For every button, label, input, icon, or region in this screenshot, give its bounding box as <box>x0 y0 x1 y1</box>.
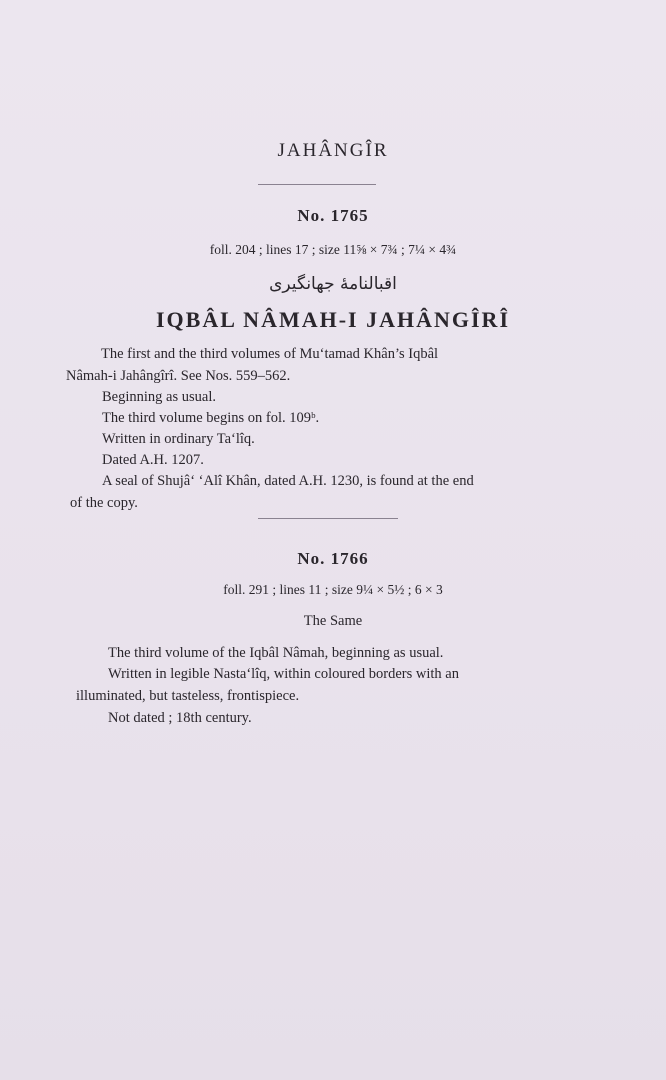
body-line: A seal of Shujâ‘ ‘Alî Khân, dated A.H. 1230, is found at the end <box>102 473 474 489</box>
body-line: of the copy. <box>70 495 138 511</box>
body-line: Nâmah-i Jahângîrî. See Nos. 559–562. <box>66 368 291 384</box>
entry-subtitle: The Same <box>303 613 363 629</box>
body-line: Written in legible Nasta‘lîq, within coloured borders with an <box>108 666 459 682</box>
head-rule <box>258 184 376 185</box>
body-line: Dated A.H. 1207. <box>102 452 204 468</box>
body-line: The third volume of the Iqbâl Nâmah, beginning as usual. <box>108 645 444 661</box>
entry-number: No. 1765 <box>297 206 369 225</box>
body-line: The third volume begins on fol. 109ᵇ. <box>102 410 320 426</box>
body-line: Beginning as usual. <box>102 389 216 405</box>
section-rule <box>258 518 398 519</box>
persian-title: اقبالنامهٔ جهانگیری <box>269 274 397 294</box>
entry-title: IQBÂL NÂMAH-I JAHÂNGÎRÎ <box>155 307 511 332</box>
body-line: The first and the third volumes of Mu‘tamad Khân’s Iqbâl <box>101 346 439 362</box>
entry-meta: foll. 204 ; lines 17 ; size 11⅝ × 7¾ ; 7¼ × 4¾ <box>209 242 457 257</box>
entry-meta: foll. 291 ; lines 11 ; size 9¼ × 5½ ; 6 × 3 <box>223 582 443 597</box>
body-line: Written in ordinary Ta‘lîq. <box>102 431 255 447</box>
entry-number: No. 1766 <box>297 549 369 568</box>
body-line: Not dated ; 18th century. <box>108 710 252 726</box>
running-head: JAHÂNGÎR <box>277 140 389 161</box>
body-line: illuminated, but tasteless, frontispiece. <box>76 688 300 704</box>
